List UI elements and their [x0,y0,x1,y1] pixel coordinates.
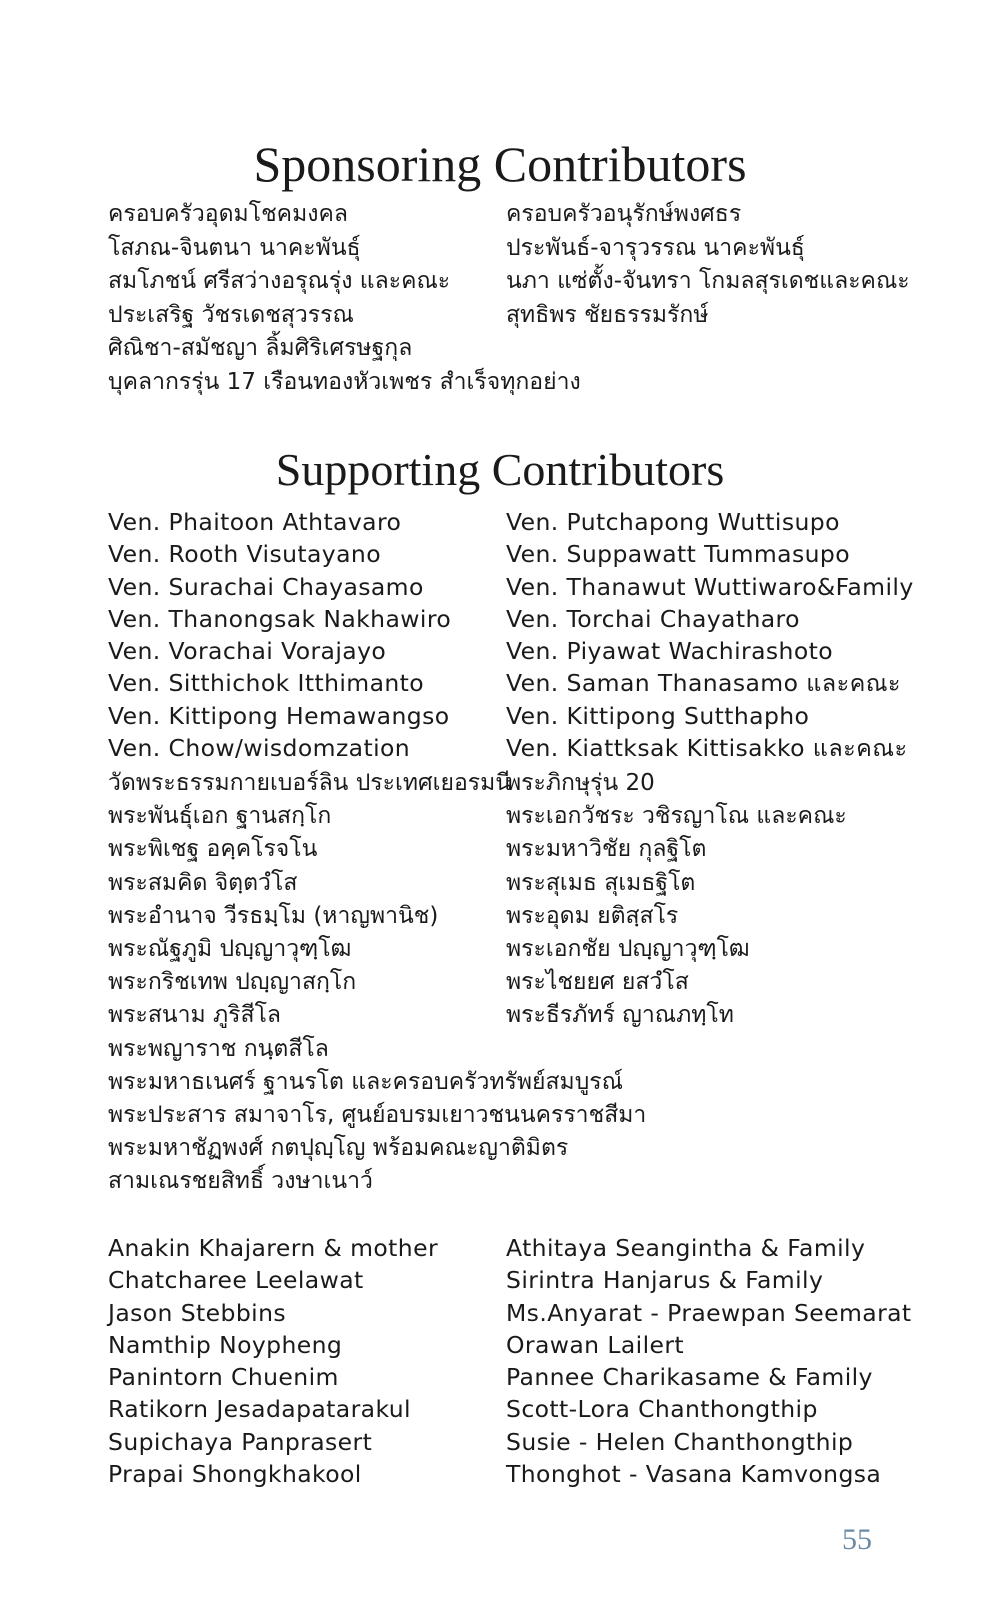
list-item: Ven. Kiattksak Kittisakko และคณะ [506,734,908,763]
list-item: พระพญาราช กนฺตสีโล [108,1035,329,1062]
list-item: พระไชยยศ ยสวํโส [506,969,689,996]
list-item: พระพันธุ์เอก ฐานสกฺโก [108,803,332,830]
list-item: สุทธิพร ชัยธรรมรักษ์ [506,301,709,328]
list-item: Namthip Noypheng [108,1330,343,1359]
list-item: ประพันธ์-จารุวรรณ นาคะพันธุ์ [506,234,805,261]
thai-right-list [506,767,847,1033]
list-item: Chatcharee Leelawat [108,1266,364,1295]
list-item: Ven. Chow/wisdomzation [108,734,411,763]
list-item: ครอบครัวอนุรักษ์พงศธร [506,201,742,227]
list-item: Thonghot - Vasana Kamvongsa [506,1460,882,1489]
list-item: Ven. Putchapong Wuttisupo [506,508,840,536]
list-item: Ven. Sitthichok Itthimanto [108,669,425,698]
list-item: พระมหาวิชัย กุลฐิโต [506,836,707,863]
list-item: พระสมคิด จิตฺตวํโส [108,869,298,896]
list-item: พระณัฐภูมิ ปญฺญาวุฑฺโฒ [108,935,352,962]
list-item: Ven. Thanawut Wuttiwaro&Family [506,572,914,601]
list-item: Athitaya Seangintha & Family [506,1234,866,1262]
list-item: Pannee Charikasame & Family [506,1363,873,1392]
ven-left-list [108,506,451,764]
list-item: ศิณิชา-สมัชญา ลิ้มศิริเศรษฐกุล [108,335,413,361]
page-number: 55 [842,1523,872,1556]
list-item: นภา แซ่ตั้ง-จันทรา โกมลสุรเดชและคณะ [506,268,910,294]
list-item: พระประสาร สมาจาโร, ศูนย์อบรมเยาวชนนครราชสีมา [108,1101,647,1128]
list-item: Ven. Kittipong Hemawangso [108,701,450,730]
list-item: Supichaya Panprasert [108,1427,373,1456]
list-item: ประเสริฐ วัชรเดชสุวรรณ [108,301,354,328]
list-item: บุคลากรรุ่น 17 เรือนทองหัวเพชร สำเร็จทุกอย่าง [108,368,581,395]
supporting-heading: Supporting Contributors [275,444,725,495]
list-item: Prapai Shongkhakool [108,1460,362,1489]
list-item: สมโภชน์ ศรีสว่างอรุณรุ่ง และคณะ [108,268,451,294]
list-item: Ven. Kittipong Sutthapho [506,701,810,730]
list-item: Panintorn Chuenim [108,1363,339,1392]
sponsoring-right-list [506,198,910,332]
list-item: Anakin Khajarern & mother [108,1234,439,1262]
list-item: Ratikorn Jesadapatarakul [108,1395,411,1424]
list-item: พระกริชเทพ ปญฺญาสกฺโก [108,969,357,996]
list-item: พระเอกวัชระ วชิรญาโณ และคณะ [506,803,847,830]
list-item: Ven. Piyawat Wachirashoto [506,637,833,666]
list-item: สามเณรชยสิทธิ์ วงษาเนาว์ [108,1168,373,1195]
list-item: พระธีรภัทร์ ญาณภทฺโท [506,1002,734,1029]
list-item: พระมหาธเนศร์ ฐานรโต และครอบครัวทรัพย์สมบูรณ์ [108,1068,623,1095]
list-item: Ven. Torchai Chayatharo [506,604,800,633]
lay-right-list [506,1232,912,1490]
ven-right-list [506,506,914,764]
list-item: พระภิกษุรุ่น 20 [506,770,655,796]
list-item: Ms.Anyarat - Praewpan Seemarat [506,1298,912,1327]
list-item: Orawan Lailert [506,1330,685,1359]
list-item: พระมหาชัฏพงศ์ กตปุญฺโญ พร้อมคณะญาติมิตร [108,1135,569,1162]
list-item: พระพิเชฐ อคฺคโรจโน [108,836,318,863]
list-item: Ven. Rooth Visutayano [108,540,381,569]
list-item: Ven. Saman Thanasamo และคณะ [506,669,901,698]
list-item: พระสนาม ภูริสีโล [108,1002,282,1029]
list-item: โสภณ-จินตนา นาคะพันธุ์ [108,234,361,261]
list-item: Ven. Surachai Chayasamo [108,572,424,601]
list-item: วัดพระธรรมกายเบอร์ลิน ประเทศเยอรมนี [108,770,512,796]
sponsoring-heading: Sponsoring Contributors [253,136,747,192]
list-item: Scott-Lora Chanthongthip [506,1395,818,1424]
list-item: Ven. Suppawatt Tummasupo [506,540,851,569]
list-item: พระเอกชัย ปญฺญาวุฑฺโฒ [506,935,750,962]
list-item: พระสุเมธ สุเมธฐิโต [506,869,696,896]
list-item: Ven. Phaitoon Athtavaro [108,508,402,536]
list-item: Sirintra Hanjarus & Family [506,1266,824,1295]
list-item: พระอุดม ยติสฺสโร [506,902,679,929]
list-item: พระอำนาจ วีรธมฺโม (หาญพานิช) [108,902,439,929]
list-item: ครอบครัวอุดมโชคมงคล [108,201,348,227]
list-item: Ven. Vorachai Vorajayo [108,637,387,666]
list-item: Susie - Helen Chanthongthip [506,1427,854,1456]
lay-left-list [108,1232,438,1490]
list-item: Jason Stebbins [108,1298,287,1327]
list-item: Ven. Thanongsak Nakhawiro [108,604,452,633]
